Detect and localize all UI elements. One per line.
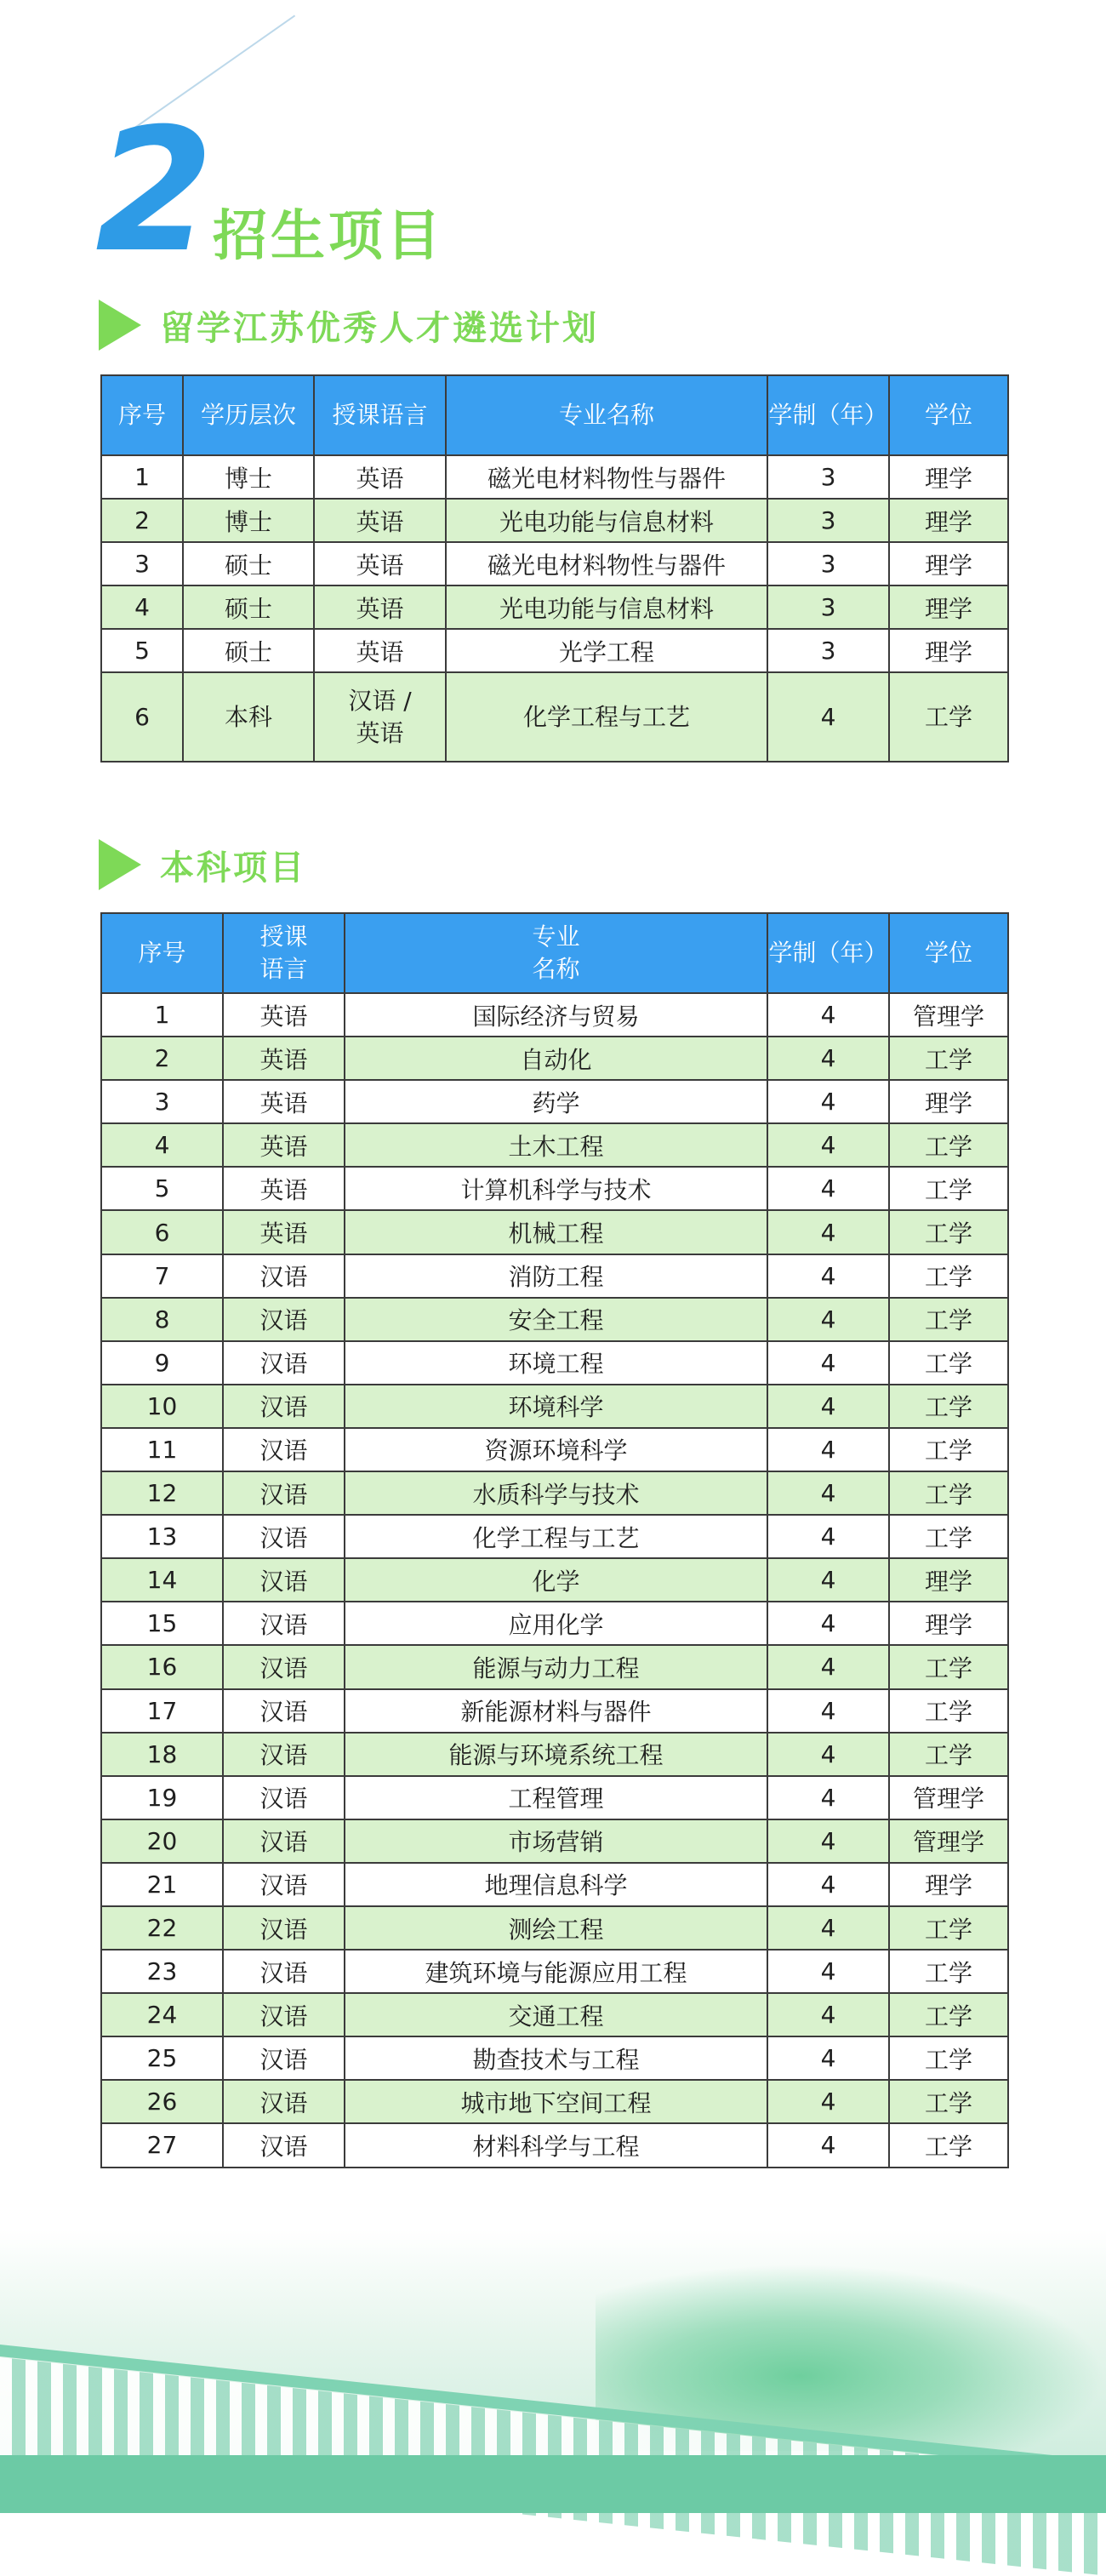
table-cell: 汉语 (223, 1863, 345, 1906)
table-cell: 资源环境科学 (345, 1428, 767, 1471)
program1-table-body (101, 455, 1008, 762)
table-row (101, 1645, 1008, 1688)
table-cell: 工学 (889, 1515, 1008, 1558)
table-cell: 理学 (889, 499, 1008, 542)
table-cell: 化学工程与工艺 (345, 1515, 767, 1558)
table-cell: 4 (767, 1341, 889, 1385)
table-cell: 化学工程与工艺 (446, 672, 767, 762)
table-cell: 27 (101, 2123, 223, 2167)
table-cell: 英语 (223, 1123, 345, 1167)
table-row (101, 1776, 1008, 1819)
table-cell: 4 (767, 672, 889, 762)
table-cell: 工学 (889, 1385, 1008, 1428)
table-row (101, 1341, 1008, 1385)
table-cell: 英语 (314, 629, 446, 672)
table-cell: 19 (101, 1776, 223, 1819)
table-cell: 4 (767, 1863, 889, 1906)
table-cell: 4 (101, 1123, 223, 1167)
table-cell: 光电功能与信息材料 (446, 499, 767, 542)
table-cell: 9 (101, 1341, 223, 1385)
table-cell: 能源与动力工程 (345, 1645, 767, 1688)
table-cell: 13 (101, 1515, 223, 1558)
table-cell: 汉语 (223, 1645, 345, 1688)
table-row (101, 455, 1008, 499)
table-cell: 4 (767, 2036, 889, 2080)
table-cell: 4 (767, 2123, 889, 2167)
table-row (101, 542, 1008, 585)
table-cell: 管理学 (889, 1819, 1008, 1863)
table-cell: 15 (101, 1602, 223, 1645)
table-row (101, 1689, 1008, 1733)
table-cell: 3 (767, 585, 889, 629)
table-cell: 工学 (889, 1341, 1008, 1385)
table-cell: 工学 (889, 1167, 1008, 1210)
table-cell: 汉语 (223, 1602, 345, 1645)
table-cell: 汉语 (223, 1950, 345, 1993)
table-cell: 11 (101, 1428, 223, 1471)
triangle-bullet-icon (99, 839, 141, 890)
table-cell: 3 (767, 629, 889, 672)
column-header: 学制（年） (767, 913, 889, 993)
table-cell: 硕士 (183, 629, 314, 672)
program2-header-row (101, 913, 1008, 993)
program2-heading (99, 839, 306, 890)
table-cell: 6 (101, 1210, 223, 1254)
table-row (101, 1385, 1008, 1428)
table-cell: 英语 (223, 1210, 345, 1254)
table-cell: 4 (767, 1950, 889, 1993)
table-cell: 3 (767, 499, 889, 542)
table-row (101, 1950, 1008, 1993)
table-cell: 3 (101, 1080, 223, 1123)
table-cell: 4 (767, 1428, 889, 1471)
table-cell: 汉语 (223, 1776, 345, 1819)
table-cell: 城市地下空间工程 (345, 2080, 767, 2123)
table-cell: 24 (101, 1993, 223, 2036)
table-row (101, 1733, 1008, 1776)
table-row (101, 499, 1008, 542)
table-cell: 计算机科学与技术 (345, 1167, 767, 1210)
program1-heading (99, 300, 599, 351)
table-cell: 交通工程 (345, 1993, 767, 2036)
table-cell: 20 (101, 1819, 223, 1863)
table-cell: 理学 (889, 455, 1008, 499)
table-cell: 工学 (889, 1689, 1008, 1733)
table-cell: 4 (767, 1645, 889, 1688)
table-cell: 4 (767, 993, 889, 1037)
table-cell: 汉语 (223, 1515, 345, 1558)
table-cell: 汉语 (223, 1254, 345, 1298)
table-cell: 12 (101, 1471, 223, 1515)
table-cell: 10 (101, 1385, 223, 1428)
program2-table-body (101, 993, 1008, 2168)
table-cell: 4 (767, 1254, 889, 1298)
table-row (101, 1863, 1008, 1906)
table-cell: 4 (767, 2080, 889, 2123)
program2-table (100, 912, 1009, 2168)
table-cell: 4 (767, 1385, 889, 1428)
table-cell: 国际经济与贸易 (345, 993, 767, 1037)
table-cell: 工学 (889, 1733, 1008, 1776)
column-header: 专业名称 (446, 375, 767, 455)
table-cell: 汉语 (223, 2080, 345, 2123)
table-row (101, 1515, 1008, 1558)
table-row (101, 1210, 1008, 1254)
column-header: 序号 (101, 375, 183, 455)
table-row (101, 1993, 1008, 2036)
table-row (101, 1298, 1008, 1341)
table-cell: 汉语 (223, 2036, 345, 2080)
table-cell: 管理学 (889, 993, 1008, 1037)
table-cell: 工学 (889, 1950, 1008, 1993)
table-cell: 材料科学与工程 (345, 2123, 767, 2167)
table-cell: 消防工程 (345, 1254, 767, 1298)
table-cell: 8 (101, 1298, 223, 1341)
table-cell: 工学 (889, 1428, 1008, 1471)
table-row (101, 1037, 1008, 1080)
table-cell: 3 (101, 542, 183, 585)
table-cell: 汉语 (223, 1906, 345, 1950)
table-cell: 硕士 (183, 585, 314, 629)
table-cell: 3 (767, 542, 889, 585)
table-cell: 工学 (889, 2036, 1008, 2080)
table-cell: 工程管理 (345, 1776, 767, 1819)
table-cell: 4 (767, 1080, 889, 1123)
column-header: 学制（年） (767, 375, 889, 455)
table-cell: 4 (767, 1558, 889, 1602)
program1-table (100, 374, 1009, 763)
table-cell: 应用化学 (345, 1602, 767, 1645)
table-cell: 4 (767, 1210, 889, 1254)
table-cell: 工学 (889, 2123, 1008, 2167)
table-cell: 汉语 (223, 1819, 345, 1863)
table-cell: 地理信息科学 (345, 1863, 767, 1906)
table-cell: 26 (101, 2080, 223, 2123)
table-row (101, 672, 1008, 762)
table-cell: 英语 (314, 455, 446, 499)
table-cell: 水质科学与技术 (345, 1471, 767, 1515)
table-cell: 汉语 (223, 1428, 345, 1471)
table-row (101, 1123, 1008, 1167)
table-cell: 工学 (889, 1993, 1008, 2036)
table-row (101, 1819, 1008, 1863)
table-cell: 22 (101, 1906, 223, 1950)
column-header: 授课 语言 (223, 913, 345, 993)
table-cell: 21 (101, 1863, 223, 1906)
table-cell: 汉语 (223, 1298, 345, 1341)
table-cell: 5 (101, 1167, 223, 1210)
table-cell: 新能源材料与器件 (345, 1689, 767, 1733)
table-cell: 建筑环境与能源应用工程 (345, 1950, 767, 1993)
table-cell: 1 (101, 455, 183, 499)
triangle-bullet-icon (99, 300, 141, 351)
table-cell: 博士 (183, 455, 314, 499)
program1-header-row (101, 375, 1008, 455)
table-row (101, 1428, 1008, 1471)
table-cell: 4 (767, 1037, 889, 1080)
column-header: 专业 名称 (345, 913, 767, 993)
table-cell: 4 (767, 1515, 889, 1558)
table-cell: 英语 (314, 542, 446, 585)
table-cell: 汉语 (223, 1993, 345, 2036)
table-cell: 汉语 (223, 1689, 345, 1733)
column-header: 授课语言 (314, 375, 446, 455)
table-cell: 工学 (889, 2080, 1008, 2123)
table-cell: 管理学 (889, 1776, 1008, 1819)
table-cell: 理学 (889, 1863, 1008, 1906)
table-row (101, 1558, 1008, 1602)
table-cell: 光电功能与信息材料 (446, 585, 767, 629)
table-cell: 英语 (223, 1167, 345, 1210)
table-cell: 工学 (889, 1254, 1008, 1298)
table-cell: 4 (767, 1993, 889, 2036)
table-cell: 市场营销 (345, 1819, 767, 1863)
table-cell: 本科 (183, 672, 314, 762)
table-row (101, 1080, 1008, 1123)
table-cell: 磁光电材料物性与器件 (446, 542, 767, 585)
table-cell: 理学 (889, 585, 1008, 629)
table-row (101, 1471, 1008, 1515)
table-cell: 4 (767, 1298, 889, 1341)
table-cell: 汉语 (223, 1733, 345, 1776)
table-cell: 自动化 (345, 1037, 767, 1080)
table-row (101, 1906, 1008, 1950)
table-cell: 4 (767, 1776, 889, 1819)
table-cell: 4 (101, 585, 183, 629)
table-cell: 4 (767, 1471, 889, 1515)
table-row (101, 1602, 1008, 1645)
table-cell: 1 (101, 993, 223, 1037)
table-cell: 14 (101, 1558, 223, 1602)
table-cell: 4 (767, 1819, 889, 1863)
table-cell: 磁光电材料物性与器件 (446, 455, 767, 499)
table-cell: 工学 (889, 672, 1008, 762)
table-cell: 汉语 (223, 1558, 345, 1602)
table-cell: 2 (101, 1037, 223, 1080)
column-header: 序号 (101, 913, 223, 993)
table-cell: 工学 (889, 1471, 1008, 1515)
table-cell: 工学 (889, 1645, 1008, 1688)
table-cell: 英语 (223, 1037, 345, 1080)
table-row (101, 1167, 1008, 1210)
table-row (101, 585, 1008, 629)
table-cell: 7 (101, 1254, 223, 1298)
table-cell: 土木工程 (345, 1123, 767, 1167)
table-cell: 能源与环境系统工程 (345, 1733, 767, 1776)
table-cell: 理学 (889, 629, 1008, 672)
table-cell: 18 (101, 1733, 223, 1776)
table-cell: 4 (767, 1689, 889, 1733)
table-cell: 2 (101, 499, 183, 542)
section-number: 2 (95, 92, 209, 290)
program2-heading-text: 本科项目 (160, 847, 306, 888)
column-header: 学位 (889, 913, 1008, 993)
table-cell: 工学 (889, 1123, 1008, 1167)
table-cell: 机械工程 (345, 1210, 767, 1254)
table-cell: 汉语 (223, 1471, 345, 1515)
table-cell: 4 (767, 1167, 889, 1210)
table-cell: 工学 (889, 1906, 1008, 1950)
table-cell: 英语 (314, 585, 446, 629)
table-cell: 4 (767, 1906, 889, 1950)
table-row (101, 1254, 1008, 1298)
table-cell: 光学工程 (446, 629, 767, 672)
table-row (101, 993, 1008, 1037)
table-cell: 汉语 (223, 1341, 345, 1385)
table-cell: 汉语 (223, 2123, 345, 2167)
table-cell: 汉语 / 英语 (314, 672, 446, 762)
table-cell: 16 (101, 1645, 223, 1688)
table-cell: 工学 (889, 1210, 1008, 1254)
balustrade-base (0, 2455, 1106, 2513)
table-cell: 环境工程 (345, 1341, 767, 1385)
table-cell: 化学 (345, 1558, 767, 1602)
page-title: 招生项目 (213, 205, 444, 268)
table-cell: 英语 (314, 499, 446, 542)
table-cell: 药学 (345, 1080, 767, 1123)
table-cell: 4 (767, 1123, 889, 1167)
table-row (101, 2080, 1008, 2123)
table-cell: 工学 (889, 1298, 1008, 1341)
table-cell: 英语 (223, 1080, 345, 1123)
column-header: 学历层次 (183, 375, 314, 455)
table-cell: 4 (767, 1602, 889, 1645)
table-cell: 测绘工程 (345, 1906, 767, 1950)
table-cell: 安全工程 (345, 1298, 767, 1341)
table-cell: 理学 (889, 1080, 1008, 1123)
table-cell: 理学 (889, 1602, 1008, 1645)
table-cell: 勘查技术与工程 (345, 2036, 767, 2080)
table-cell: 英语 (223, 993, 345, 1037)
table-cell: 6 (101, 672, 183, 762)
table-cell: 环境科学 (345, 1385, 767, 1428)
table-cell: 23 (101, 1950, 223, 1993)
table-cell: 博士 (183, 499, 314, 542)
table-cell: 5 (101, 629, 183, 672)
column-header: 学位 (889, 375, 1008, 455)
table-cell: 理学 (889, 542, 1008, 585)
table-row (101, 629, 1008, 672)
table-row (101, 2123, 1008, 2167)
table-cell: 4 (767, 1733, 889, 1776)
table-row (101, 2036, 1008, 2080)
table-cell: 3 (767, 455, 889, 499)
table-cell: 17 (101, 1689, 223, 1733)
table-cell: 理学 (889, 1558, 1008, 1602)
program1-heading-text: 留学江苏优秀人才遴选计划 (160, 307, 599, 348)
table-cell: 工学 (889, 1037, 1008, 1080)
table-cell: 25 (101, 2036, 223, 2080)
table-cell: 硕士 (183, 542, 314, 585)
table-cell: 汉语 (223, 1385, 345, 1428)
